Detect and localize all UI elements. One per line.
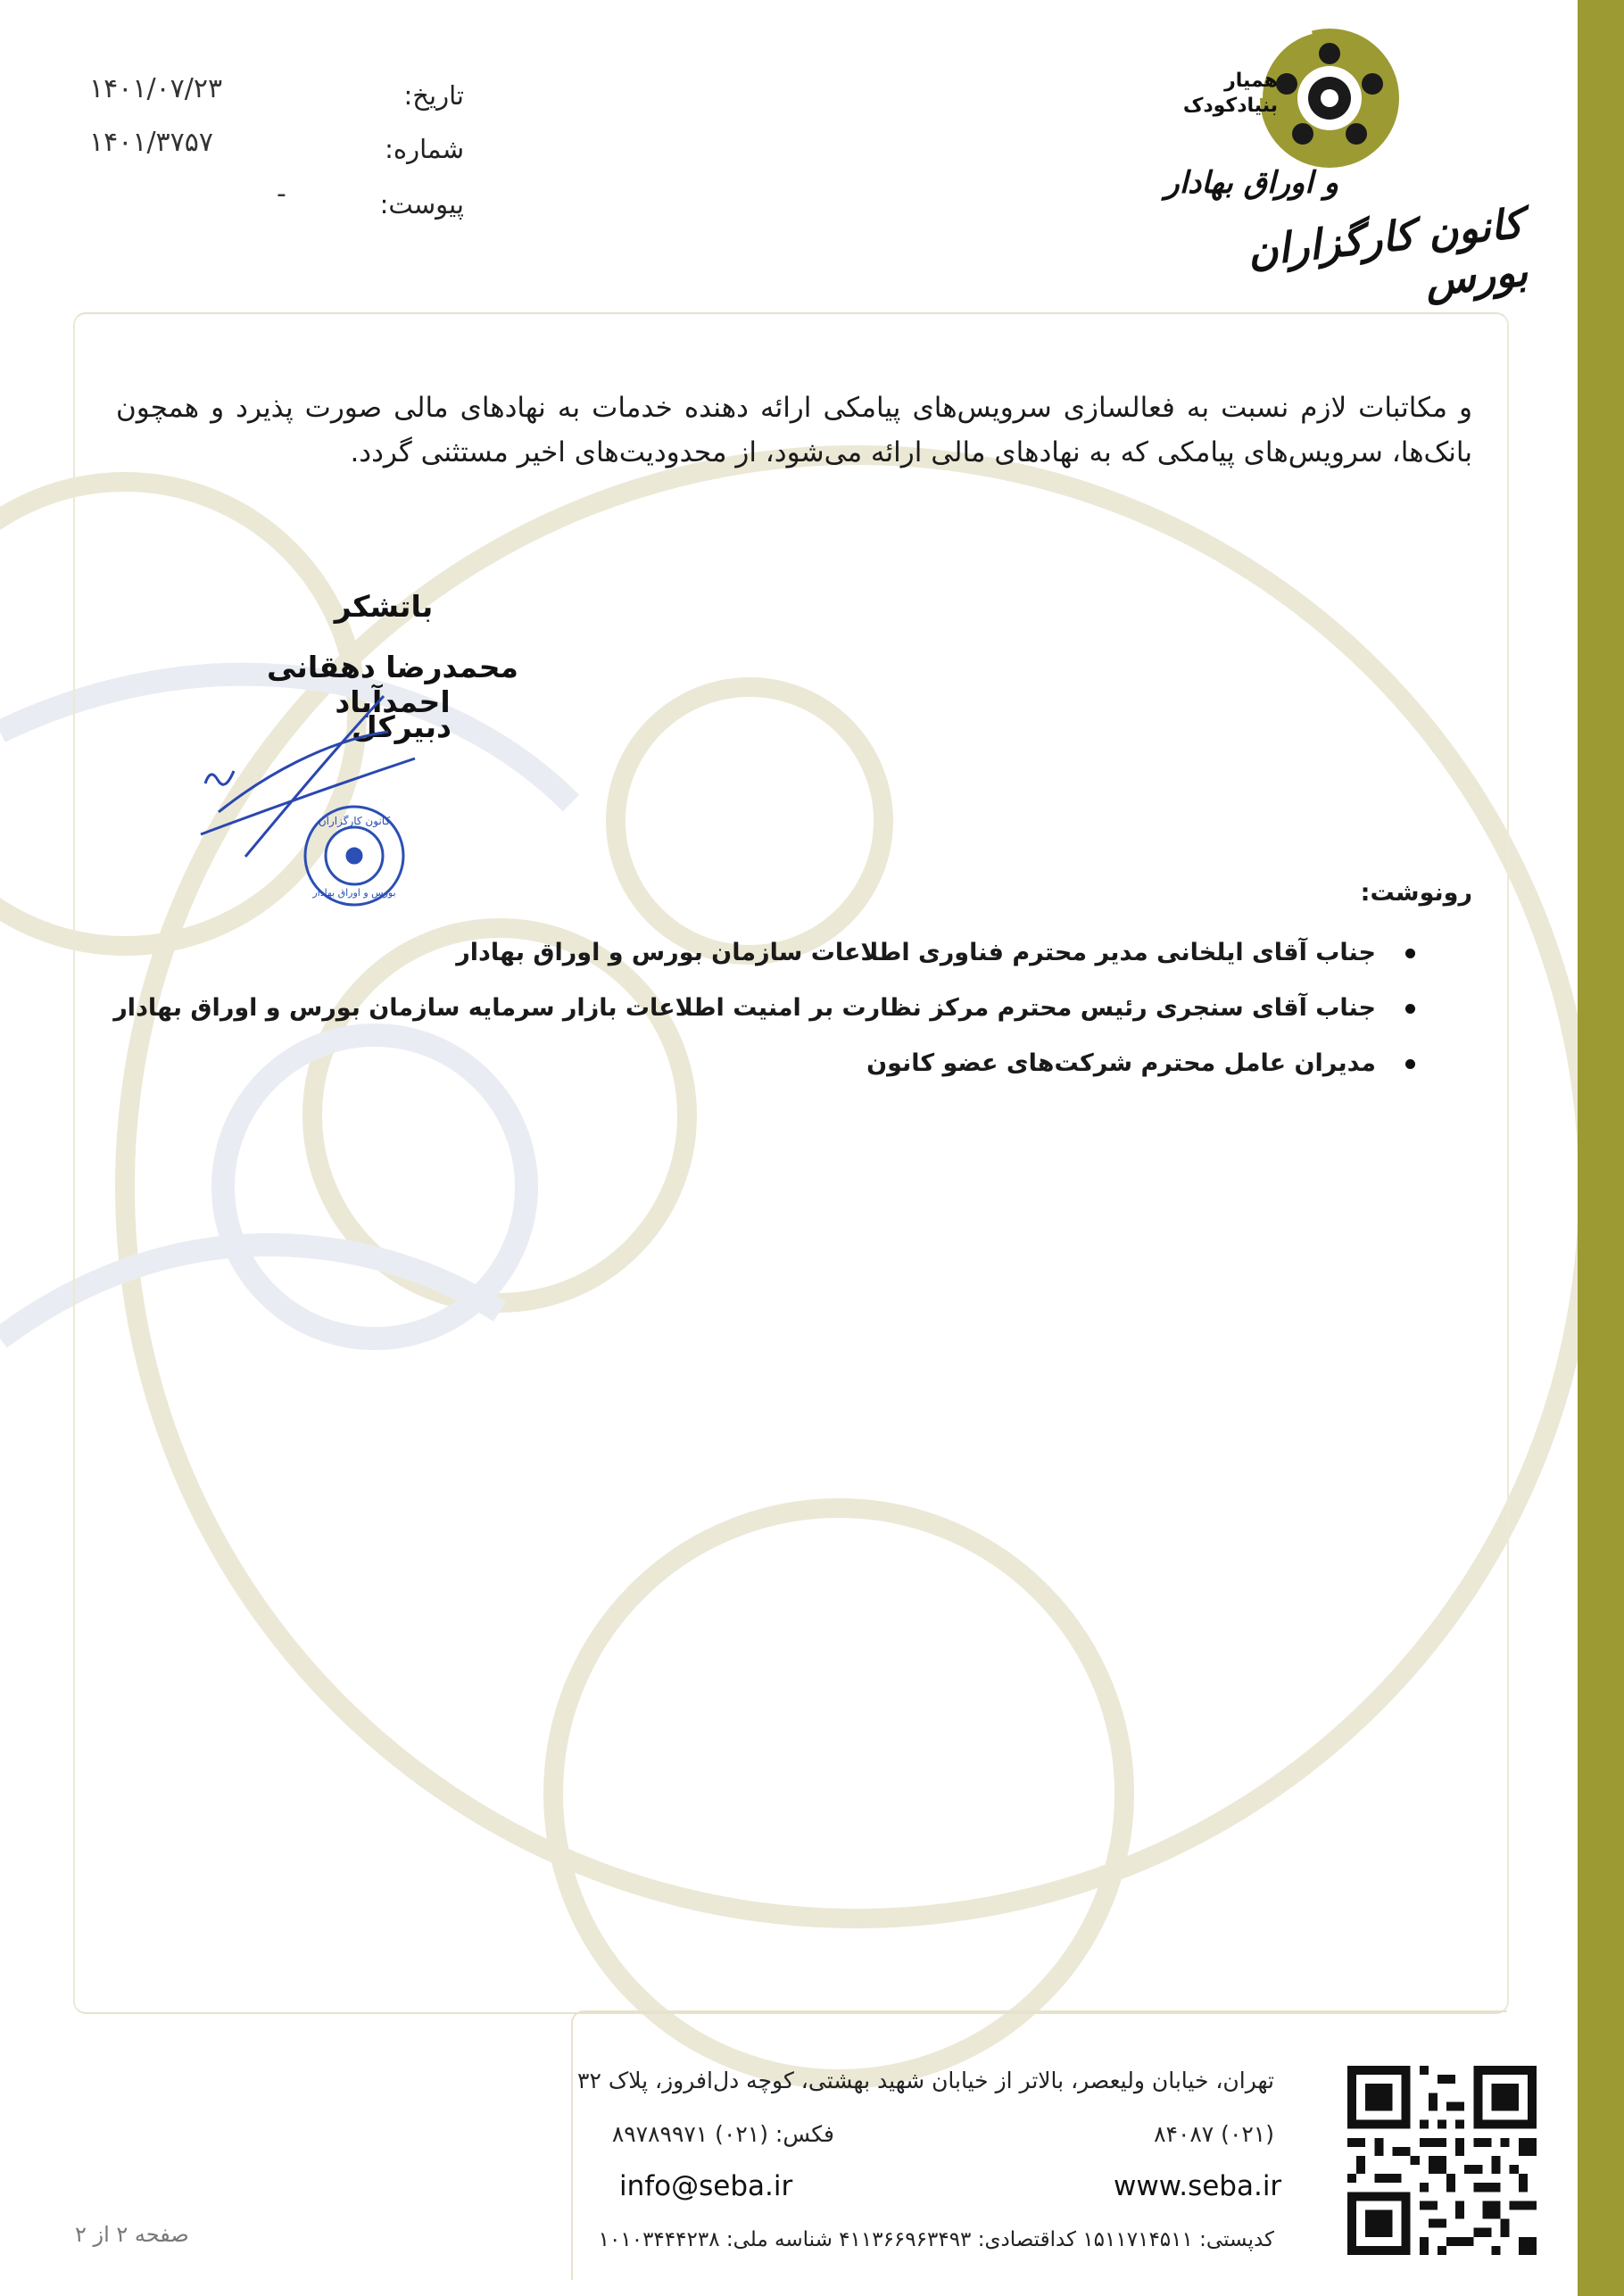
- cc-item-text: جناب آقای سنجری رئیس محترم مرکز نظارت بر امنیت اطلاعات بازار سرمایه سازمان بورس و اوراق بهادار: [113, 994, 1376, 1022]
- bullet-icon: [1405, 1059, 1415, 1069]
- letter-body: و مکاتبات لازم نسبت به فعالسازی سرویس‌های پیامکی ارائه دهنده خدمات به نهادهای مالی صورت پذیرد و همچون بانک‌ها، سرویس‌های پیامکی که به نهادهای مالی ارائه می‌شود، از محدودیت‌های اخیر مستثنی گردد.: [116, 392, 1472, 468]
- logo-org-name-2: و اوراق بهادار: [1164, 165, 1338, 201]
- attachment-label: پیوست:: [379, 189, 464, 220]
- cc-list: [113, 925, 1428, 1091]
- content-frame: [73, 312, 1509, 2014]
- letter-metadata: [0, 73, 500, 232]
- bullet-icon: [1405, 1004, 1415, 1014]
- organization-stamp: [294, 803, 415, 908]
- page-number: صفحه ۲ از ۲: [75, 2222, 189, 2247]
- signer-title: دبیرکل: [352, 709, 452, 744]
- number-value: ۱۴۰۱/۳۷۵۷: [89, 127, 214, 158]
- cc-item-text: جناب آقای ایلخانی مدیر محترم فناوری اطلاعات سازمان بورس و اوراق بهادار: [456, 939, 1376, 966]
- closing-text: باتشکر: [334, 589, 434, 624]
- footer-website[interactable]: www.seba.ir: [1114, 2170, 1282, 2202]
- stamp-text-top: کانون کارگزاران: [318, 815, 391, 827]
- date-label: تاریخ:: [403, 80, 464, 111]
- logo-text-1: همیار: [1224, 70, 1278, 92]
- logo-text-2: بنیادکودک: [1182, 95, 1278, 117]
- footer-address: تهران، خیابان ولیعصر، بالاتر از خیابان شهید بهشتی، کوچه دل‌افروز، پلاک ۳۲: [577, 2068, 1274, 2093]
- cc-item: [268, 925, 1428, 981]
- footer-email[interactable]: info@seba.ir: [619, 2170, 793, 2202]
- date-value: ۱۴۰۱/۰۷/۲۳: [89, 73, 223, 104]
- bullet-icon: [1405, 949, 1415, 958]
- cc-item: [113, 981, 1428, 1036]
- organization-logo: [1115, 18, 1544, 312]
- accent-side-bar: [1578, 0, 1624, 2296]
- stamp-text-bottom: بورس و اوراق بهادار: [312, 887, 396, 899]
- signer-name: محمدرضا دهقانی احمدآباد: [267, 650, 518, 719]
- attachment-value: -: [277, 178, 286, 210]
- qr-code-icon: [1347, 2066, 1537, 2255]
- cc-item-text: مدیران عامل محترم شرکت‌های عضو کانون: [866, 1049, 1376, 1077]
- cc-title: رونوشت:: [1360, 879, 1472, 907]
- footer-fax: فکس: (۰۲۱) ۸۹۷۸۹۹۷۱: [611, 2121, 834, 2147]
- number-label: شماره:: [385, 134, 464, 164]
- cc-item: [268, 1036, 1428, 1091]
- footer-codes: کدپستی: ۱۵۱۱۷۱۴۵۱۱ کداقتصادی: ۴۱۱۳۶۶۹۶۳۴۹۳ شناسه ملی: ۱۰۱۰۳۴۴۴۲۳۸: [598, 2228, 1274, 2251]
- logo-org-name-1: کانون کارگزاران بورس: [1245, 198, 1530, 306]
- footer-phone: (۰۲۱) ۸۴۰۸۷: [1154, 2121, 1274, 2147]
